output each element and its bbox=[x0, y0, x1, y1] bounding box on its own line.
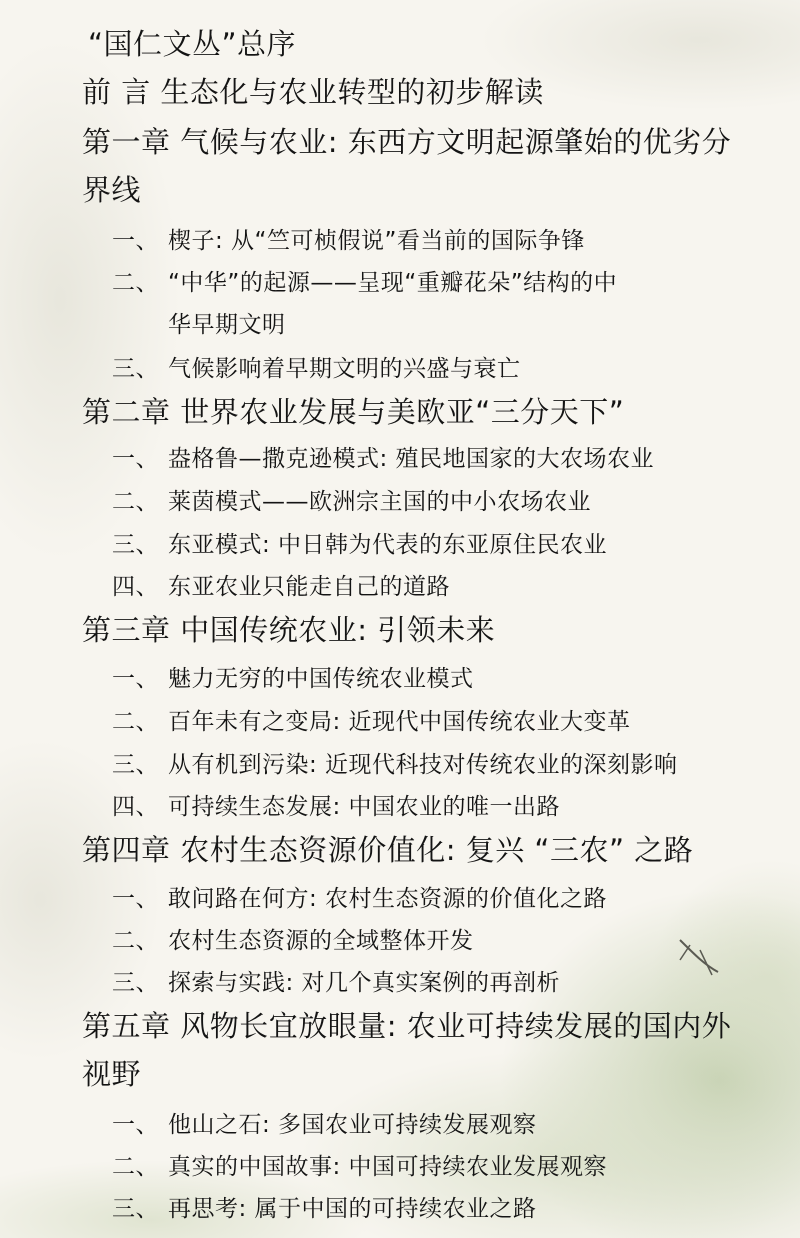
item-number: 四、 bbox=[112, 794, 159, 820]
toc-ch5-item-2[interactable] bbox=[112, 1148, 607, 1181]
item-text: 东亚农业只能走自己的道路 bbox=[168, 574, 450, 600]
item-number: 三、 bbox=[112, 752, 159, 778]
toc-ch1-item-2-cont[interactable]: 华早期文明 bbox=[168, 312, 286, 338]
item-number: 三、 bbox=[112, 1196, 159, 1222]
toc-ch1-item-3[interactable] bbox=[112, 350, 521, 383]
toc-ch5-item-3[interactable] bbox=[112, 1190, 537, 1223]
item-number: 二、 bbox=[112, 270, 159, 296]
item-text: “中华”的起源——呈现“重瓣花朵”结构的中 bbox=[168, 270, 618, 296]
toc-ch2-item-2[interactable] bbox=[112, 483, 591, 516]
toc-ch1-item-1[interactable] bbox=[112, 222, 585, 255]
item-text: 盎格鲁—撒克逊模式: 殖民地国家的大农场农业 bbox=[168, 446, 655, 472]
item-number: 一、 bbox=[112, 886, 159, 912]
toc-ch2-item-1[interactable] bbox=[112, 440, 654, 473]
item-number: 四、 bbox=[112, 574, 159, 600]
item-text: 他山之石: 多国农业可持续发展观察 bbox=[168, 1112, 537, 1138]
toc-ch5-item-1[interactable] bbox=[112, 1106, 537, 1139]
item-number: 二、 bbox=[112, 928, 159, 954]
toc-ch2-item-3[interactable] bbox=[112, 526, 607, 559]
toc-chapter-1-title-cont[interactable]: 界线 bbox=[82, 173, 142, 207]
item-text: 东亚模式: 中日韩为代表的东亚原住民农业 bbox=[168, 532, 608, 558]
item-text: 农村生态资源的全域整体开发 bbox=[168, 928, 474, 954]
item-text: 探索与实践: 对几个真实案例的再剖析 bbox=[168, 970, 561, 996]
toc-chapter-5-title-cont[interactable]: 视野 bbox=[82, 1057, 142, 1091]
toc-chapter-2-title[interactable]: 第二章 世界农业发展与美欧亚“三分天下” bbox=[82, 395, 625, 429]
toc-ch3-item-2[interactable] bbox=[112, 703, 631, 736]
item-text: 敢问路在何方: 农村生态资源的价值化之路 bbox=[168, 886, 608, 912]
item-number: 二、 bbox=[112, 489, 159, 515]
item-number: 三、 bbox=[112, 532, 159, 558]
toc-chapter-1-title[interactable]: 第一章 气候与农业: 东西方文明起源肇始的优劣分 bbox=[82, 125, 732, 159]
item-text: 从有机到污染: 近现代科技对传统农业的深刻影响 bbox=[168, 752, 678, 778]
item-text: 莱茵模式——欧洲宗主国的中小农场农业 bbox=[168, 489, 591, 515]
item-number: 一、 bbox=[112, 666, 159, 692]
toc-foreword[interactable]: 前 言 生态化与农业转型的初步解读 bbox=[82, 75, 544, 109]
item-number: 一、 bbox=[112, 1112, 159, 1138]
toc-chapter-4-title[interactable]: 第四章 农村生态资源价值化: 复兴 “三农” 之路 bbox=[82, 833, 694, 867]
item-text: 可持续生态发展: 中国农业的唯一出路 bbox=[168, 794, 561, 820]
item-number: 三、 bbox=[112, 970, 159, 996]
item-text: 再思考: 属于中国的可持续农业之路 bbox=[168, 1196, 537, 1222]
item-number: 二、 bbox=[112, 709, 159, 735]
toc-ch4-item-1[interactable] bbox=[112, 880, 607, 913]
toc-chapter-3-title[interactable]: 第三章 中国传统农业: 引领未来 bbox=[82, 613, 496, 647]
item-text: 百年未有之变局: 近现代中国传统农业大变革 bbox=[168, 709, 631, 735]
toc-general-preface[interactable]: “国仁文丛”总序 bbox=[88, 27, 297, 61]
toc-ch3-item-4[interactable] bbox=[112, 788, 560, 821]
toc-ch3-item-1[interactable] bbox=[112, 660, 474, 693]
toc-chapter-5-title[interactable]: 第五章 风物长宜放眼量: 农业可持续发展的国内外 bbox=[82, 1009, 732, 1043]
toc-ch3-item-3[interactable] bbox=[112, 746, 678, 779]
toc-ch2-item-4[interactable] bbox=[112, 568, 450, 601]
toc-ch1-item-2[interactable] bbox=[112, 264, 617, 297]
item-number: 一、 bbox=[112, 228, 159, 254]
item-number: 三、 bbox=[112, 356, 159, 382]
item-text: 魅力无穷的中国传统农业模式 bbox=[168, 666, 474, 692]
item-text: 楔子: 从“竺可桢假说”看当前的国际争锋 bbox=[168, 228, 585, 254]
item-number: 二、 bbox=[112, 1154, 159, 1180]
item-text: 气候影响着早期文明的兴盛与衰亡 bbox=[168, 356, 521, 382]
item-text: 真实的中国故事: 中国可持续农业发展观察 bbox=[168, 1154, 608, 1180]
item-number: 一、 bbox=[112, 446, 159, 472]
toc-ch4-item-3[interactable] bbox=[112, 964, 560, 997]
toc-ch4-item-2[interactable] bbox=[112, 922, 474, 955]
